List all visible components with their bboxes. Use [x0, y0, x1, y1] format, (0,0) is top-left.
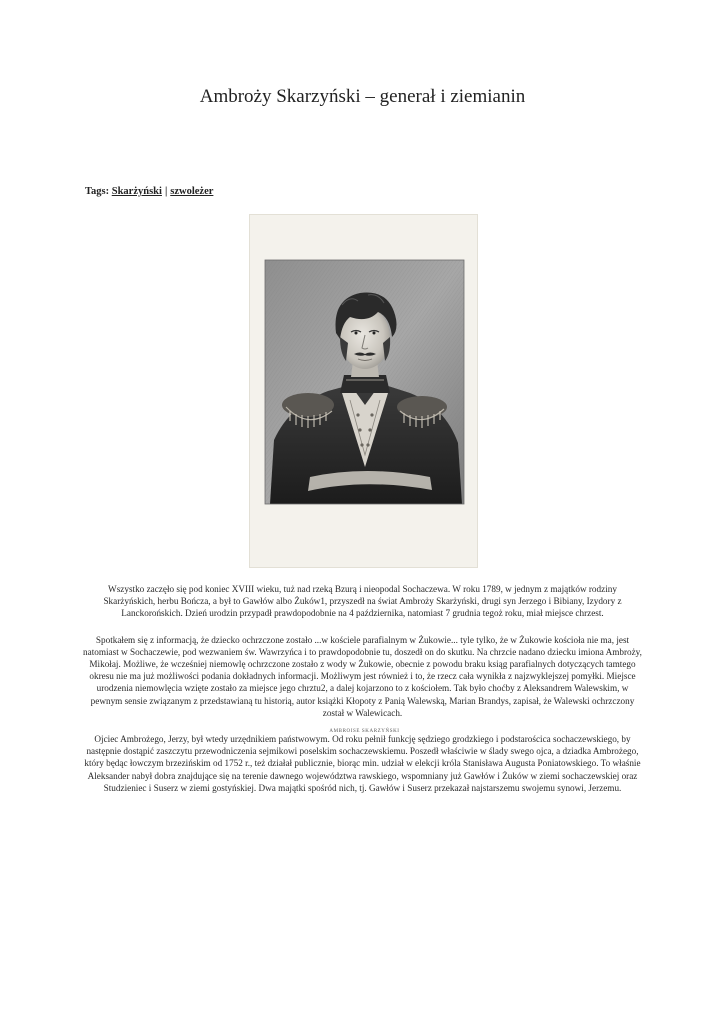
portrait-image [249, 214, 478, 734]
paragraph-1: Wszystko zaczęło się pod koniec XVIII wieku, tuż nad rzeką Bzurą i nieopodal Sochaczewa. W roku 1789, w jednym z majątków rodziny Skarżyńskich, herbu Bończa, a był to Gawłów albo Żuków1, przyszedł na świat Ambroży Skarżyński, drugi syn Jerzego i Bibiany, Izydory z Lanckorońskich. Dzień urodzin przypadł prawdopodobnie na 4 października, natomiast 7 grudnia tegoż roku, miał miejsce chrzest. [103, 584, 622, 619]
paragraph-3: Ojciec Ambrożego, Jerzy, był wtedy urzędnikiem państwowym. Od roku pełnił funkcję sędziego grodzkiego i podstarościca sochaczewskiego, by następnie dostąpić zaszczytu przewodniczenia sejmikowi poselskim sochaczewskiemu. Poszedł właściwie w ślady swego ojca, a dziadka Ambrożego, który będąc łowczym brzezińskim od 1752 r., też działał publicznie, biorąc min. udział w elekcji króla Stanisława Augusta Poniatowskiego. To właśnie Aleksander nabył dobra znajdujące się na terenie dawnego województwa rawskiego, wspomniany już Gawłów i Żuków w ziemi sochaczewskiej oraz Studzieniec i Suserz w ziemi gostyńskiej. Dwa majątki spośród nich, tj. Gawłów i Suserz przekazał najstarszemu swojemu synowi, Jerzemu. [84, 734, 641, 793]
paragraph-2: Spotkałem się z informacją, że dziecko ochrzczone zostało ...w kościele parafialnym w Żukowie... tyle tylko, że w Żukowie kościoła nie ma, jest natomiast w Sochaczewie, pod wezwaniem św. Wawrzyńca i to prawdopodobnie tu, doszedł on do skutku. Na chrzcie nadano dziecku imiona Ambroży, Mikołaj. Możliwe, że wcześniej niemowlę ochrzczone zostało z wody w Żukowie, obecnie z powodu braku ksiąg parafialnych dotyczących tamtego okresu nie ma już możliwości podania dokładnych informacji. Możliwym jest również i to, że rzecz cała wynikła z najzwyklejszej pomyłki. Miejsce urodzenia niemowlęcia wzięte zostało za miejsce jego chrztu2, a dalej kojarzono to z kościołem. Tak było choćby z Aleksandrem Walewskim, w pewnym sensie związanym z przedstawianą tu historią, autor książki Kłopoty z Panią Walewską, Marian Brandys, zapisał, że Walewski ochrzczony został w Walewicach. [83, 634, 642, 718]
tags-line [85, 186, 213, 197]
tag-link-skarzynski[interactable]: Skarżyński [111, 186, 162, 197]
tag-separator: | [164, 186, 168, 197]
portrait-caption: AMBROISE SKARZYŃSKI [329, 729, 400, 734]
tags-label: Tags: [85, 186, 110, 197]
page-title: Ambroży Skarzyński – generał i ziemianin [199, 86, 526, 107]
engraved-portrait-icon [250, 215, 479, 569]
tag-link-szwolezer[interactable]: szwoleżer [170, 186, 214, 197]
article-body [82, 583, 643, 808]
